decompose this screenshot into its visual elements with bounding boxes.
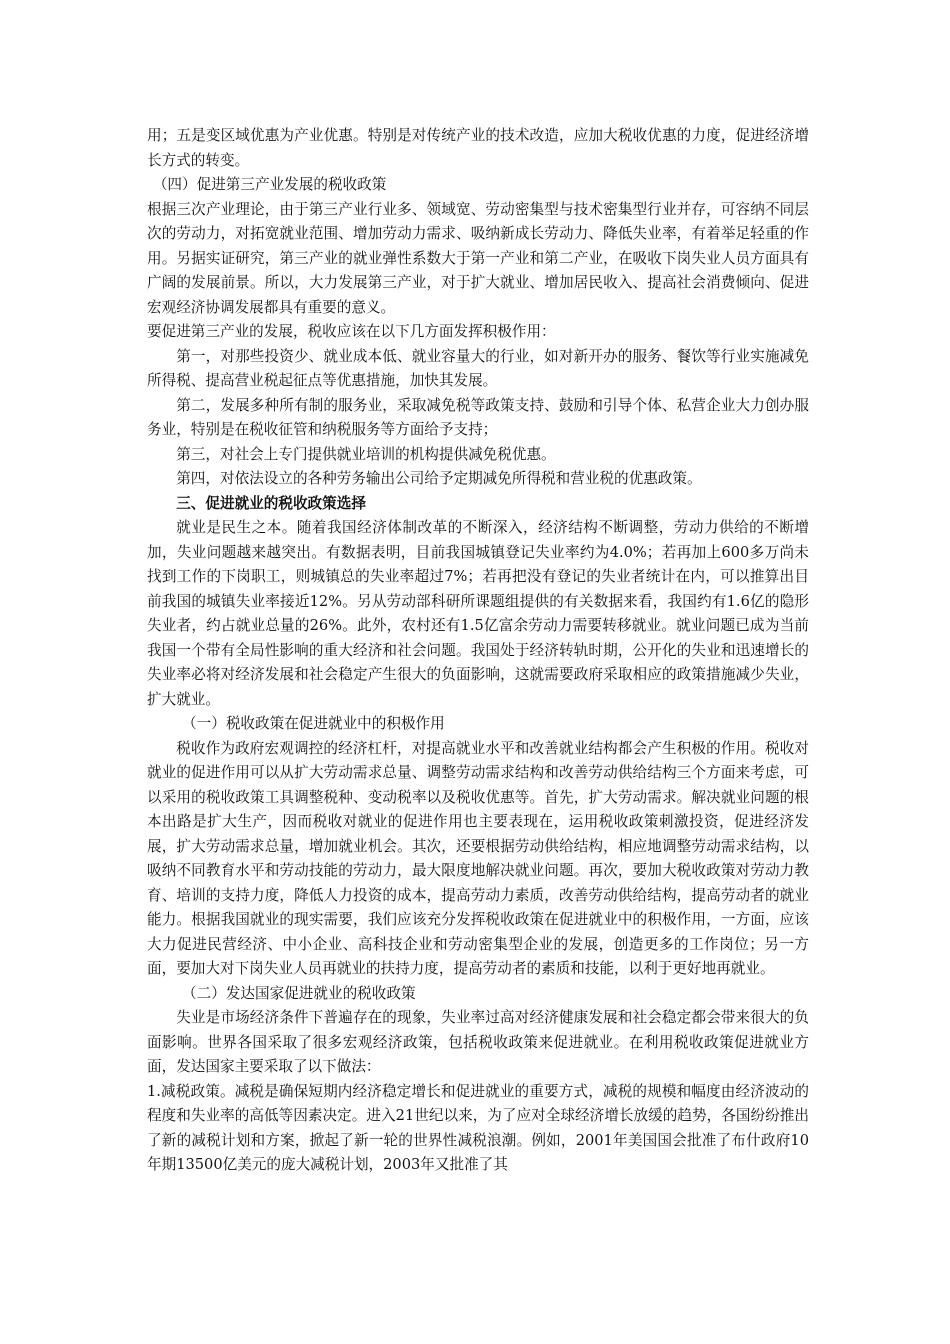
paragraph-tax-role: 税收作为政府宏观调控的经济杠杆，对提高就业水平和改善就业结构都会产生积极的作用。税收对就业的促进作用可以从扩大劳动需求总量、调整劳动需求结构和改善劳动供给结构三个方面来考虑，可以采用的税收政策工具调整税种、变动税率以及税收优惠等。首先，扩大劳动需求。解决就业问题的根本出路是扩大生产，因而税收对就业的促进作用也主要表现在，运用税收政策刺激投资，促进经济发展，扩大劳动需求总量，增加就业机会。其次，还要根据劳动供给结构，相应地调整劳动需求结构，以吸纳不同教育水平和劳动技能的劳动力，最大限度地解决就业问题。再次，要加大税收政策对劳动力教育、培训的支持力度，降低人力投资的成本，提高劳动力素质，改善劳动供给结构，提高劳动者的就业能力。根据我国就业的现实需要，我们应该充分发挥税收政策在促进就业中的积极作用，一方面，应该大力促进民营经济、中小企业、高科技企业和劳动密集型企业的发展，创造更多的工作岗位；另一方面，要加大对下岗失业人员再就业的扶持力度，提高劳动者的素质和技能，以利于更好地再就业。 (147, 739, 809, 977)
paragraph-1: 用；五是变区域优惠为产业优惠。特别是对传统产业的技术改造，应加大税收优惠的力度，促进经济增长方式的转变。 (147, 127, 809, 169)
section-heading-tertiary-industry: （四）促进第三产业发展的税收政策 (152, 176, 387, 193)
subsection-heading-two: （二）发达国家促进就业的税收政策 (182, 984, 416, 1002)
subsection-heading-one: （一）税收政策在促进就业中的积极作用 (182, 715, 445, 732)
list-item-fourth: 第四，对依法设立的各种劳务输出公司给予定期减免所得税和营业税的优惠政策。 (176, 470, 702, 487)
paragraph-3: 根据三次产业理论，由于第三产业行业多、领域宽、劳动密集型与技术密集型行业并存，可容纳不同层次的劳动力，对拓宽就业范围、增加劳动力需求、吸纳新成长劳动力、降低失业率，有着举足轻重的作用。另据实证研究，第三产业的就业弹性系数大于第一产业和第二产业，在吸收下岗失业人员方面具有广阔的发展前景。所以，大力发展第三产业，对于扩大就业、增加居民收入、提高社会消费倾向、促进宏观经济协调发展都具有重要的意义。 (147, 200, 809, 316)
paragraph-4: 要促进第三产业的发展，税收应该在以下几方面发挥积极作用： (147, 323, 556, 340)
paragraph-developed-countries: 失业是市场经济条件下普遍存在的现象，失业率过高对经济健康发展和社会稳定都会带来很大的负面影响。世界各国采取了很多宏观经济政策，包括税收政策来促进就业。在利用税收政策促进就业方面，发达国家主要采取了以下做法： (147, 1009, 809, 1075)
list-item-second: 第二，发展多种所有制的服务业，采取减免税等政策支持、鼓励和引导个体、私营企业大力创办服务业，特别是在税收征管和纳税服务等方面给予支持； (147, 396, 809, 438)
list-item-third: 第三，对社会上专门提供就业培训的机构提供减免税优惠。 (176, 445, 556, 463)
list-item-first: 第一，对那些投资少、就业成本低、就业容量大的行业，如对新开办的服务、餐饮等行业实施减免所得税、提高营业税起征点等优惠措施，加快其发展。 (147, 347, 809, 389)
paragraph-tax-cut-policy: 1.减税政策。减税是确保短期内经济稳定增长和促进就业的重要方式，减税的规模和幅度由经济波动的程度和失业率的高低等因素决定。进入21世纪以来，为了应对全球经济增长放缓的趋势，各国纷纷推出了新的减税计划和方案，掀起了新一轮的世界性减税浪潮。例如，2001年美国国会批准了布什政府10年期13500亿美元的庞大减税计划，2003年又批准了其 (147, 1082, 809, 1173)
document-body (147, 124, 809, 1178)
section-heading-three: 三、促进就业的税收政策选择 (176, 494, 366, 512)
paragraph-employment: 就业是民生之本。随着我国经济体制改革的不断深入，经济结构不断调整，劳动力供给的不断增加，失业问题越来越突出。有数据表明，目前我国城镇登记失业率约为4.0%；若再加上600多万尚未找到工作的下岗职工，则城镇总的失业率超过7%；若再把没有登记的失业者统计在内，可以推算出目前我国的城镇失业率接近12%。另从劳动部科研所课题组提供的有关数据来看，我国约有1.6亿的隐形失业者，约占就业总量的26%。此外，农村还有1.5亿富余劳动力需要转移就业。就业问题已成为当前我国一个带有全局性影响的重大经济和社会问题。我国处于经济转轨时期，公开化的失业和迅速增长的失业率必将对经济发展和社会稳定产生很大的负面影响，这就需要政府采取相应的政策措施减少失业，扩大就业。 (147, 519, 809, 708)
